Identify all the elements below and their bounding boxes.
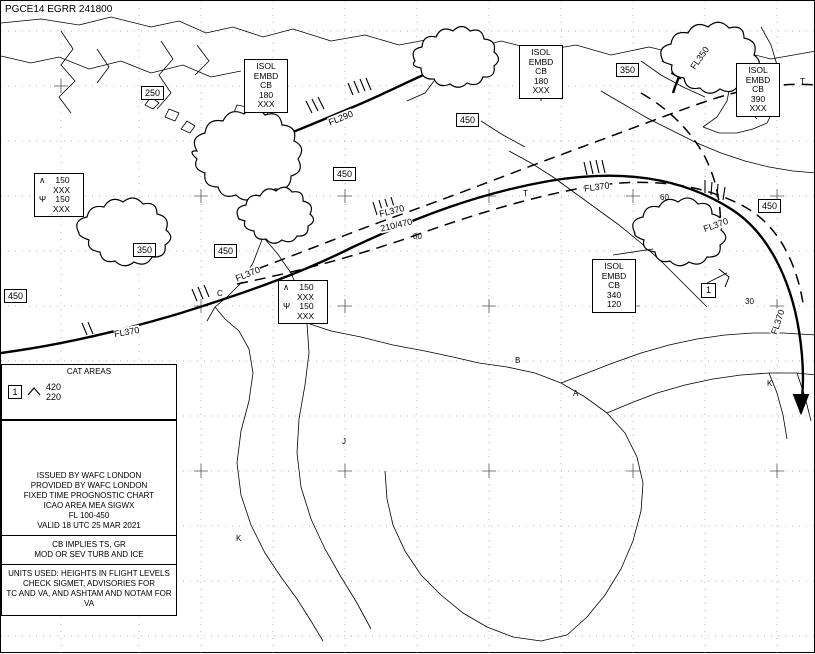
info-line: PROVIDED BY WAFC LONDON (30, 481, 148, 490)
icing-icon: Ψ (283, 301, 291, 311)
info-line: TC AND VA, AND ASHTAM AND NOTAM FOR VA (6, 589, 172, 608)
chart-id-label: PGCE14 EGRR 241800 (5, 4, 113, 15)
info-line: FL 100-450 (68, 511, 110, 520)
flight-level-box-450-e: 450 (4, 289, 27, 303)
cb-cloud-aegean (192, 109, 302, 200)
cb-line: CB (752, 84, 764, 94)
cat-areas-panel (1, 364, 177, 420)
flight-level-box-350-b: 350 (133, 243, 156, 257)
info-line: MOD OR SEV TURB AND ICE (34, 550, 144, 559)
cb-line: 180 (258, 89, 274, 100)
map-letter-b-arabia: B (515, 356, 521, 365)
turb-line: 150 (55, 175, 70, 185)
cat-area-marker-1: 1 (701, 283, 716, 298)
cb-line: XXX (749, 103, 767, 113)
info-line: CB IMPLIES TS, GR (52, 540, 126, 549)
jet-label-fl370-a: FL370 (378, 203, 406, 219)
info-line: ISSUED BY WAFC LONDON (36, 471, 142, 480)
map-letter-k-gulf: K (767, 379, 773, 388)
info-line: ICAO AREA MEA SIGWX (43, 501, 135, 510)
jet-label-210-470: 210/470 (379, 216, 414, 234)
info-line: UNITS USED: HEIGHTS IN FLIGHT LEVELS (8, 569, 170, 578)
turbulence-box-sinai (278, 280, 328, 324)
cb-area-box-caspian (736, 63, 780, 117)
cat-bottom-level: 220 (46, 392, 62, 402)
cb-line: XXX (257, 99, 275, 109)
turb-line: XXX (297, 291, 315, 302)
cb-line: CB (260, 80, 272, 90)
jet-label-fl370-c: FL370 (702, 215, 730, 235)
flight-level-box-250: 250 (141, 86, 164, 100)
turb-line: XXX (297, 310, 315, 321)
jet-label-fl350: FL350 (688, 44, 712, 72)
flight-level-box-450-a: 450 (456, 113, 479, 127)
chart-info-panel (1, 420, 177, 616)
jet-label-fl370-d: FL370 (113, 324, 141, 340)
flight-level-box-450-c: 450 (758, 199, 781, 213)
turbulence-icon (26, 384, 42, 400)
cb-cloud-libya (77, 198, 171, 266)
cb-line: 340 (606, 289, 622, 300)
cb-line: ISOL (256, 61, 276, 71)
map-letter-a-oman: A (573, 389, 579, 398)
cb-cloud-areas (77, 22, 759, 266)
units-block (2, 564, 176, 613)
flight-level-box-450-d: 450 (214, 244, 237, 258)
cb-line: ISOL (604, 261, 624, 271)
cb-implies-block (2, 535, 176, 564)
turb-line: XXX (53, 203, 71, 214)
map-letter-c-sinai: C (217, 289, 223, 298)
cb-line: 180 (533, 75, 549, 86)
cb-area-box-iran (592, 259, 636, 313)
cat-top-level: 420 (46, 382, 62, 392)
speed-annotation-30: 30 (745, 297, 754, 306)
map-letter-j-nile: J (342, 437, 346, 446)
cb-area-box-cyprus (244, 59, 288, 113)
turb-line: XXX (53, 184, 71, 195)
info-line: VALID 18 UTC 25 MAR 2021 (37, 521, 141, 530)
flight-level-box-350-a: 350 (616, 63, 639, 77)
cb-line: ISOL (531, 47, 551, 57)
cb-line: 390 (750, 93, 766, 104)
cb-cloud-turkey (413, 27, 498, 88)
cb-line: EMBD (601, 270, 627, 281)
jet-label-fl370-b: FL370 (583, 180, 611, 194)
cb-line: EMBD (528, 56, 554, 67)
map-letter-t-turkey: T (523, 189, 528, 198)
cb-line: ISOL (748, 65, 768, 75)
turbulence-icon: ∧ (283, 282, 290, 292)
info-line: CHECK SIGMET, ADVISORIES FOR (22, 579, 156, 588)
jet-label-fl290: FL290 (327, 108, 355, 128)
cb-line: EMBD (253, 70, 279, 81)
speed-annotation-60: 60 (660, 193, 669, 202)
cat-area-number: 1 (8, 385, 22, 399)
turbulence-box-west (34, 173, 84, 217)
turbulence-icon: ∧ (39, 175, 46, 185)
issued-block (2, 421, 176, 535)
map-letter-t-east: T (800, 77, 805, 86)
cb-line: XXX (532, 85, 550, 95)
icing-icon: Ψ (39, 194, 47, 204)
turb-line: 150 (299, 301, 314, 311)
cb-line: CB (608, 280, 620, 290)
turb-line: 150 (55, 194, 70, 204)
info-line: FIXED TIME PROGNOSTIC CHART (23, 491, 155, 500)
jet-label-fl370-e: FL370 (234, 264, 262, 284)
cat-leader (707, 273, 727, 283)
cat-areas-title: CAT AREAS (66, 367, 112, 376)
cb-cloud-iran (633, 198, 726, 266)
jet-label-fl370-f: FL370 (769, 308, 787, 336)
speed-annotation-80: 80 (413, 232, 422, 241)
turb-line: 150 (299, 282, 314, 292)
cb-line: EMBD (745, 74, 771, 85)
map-letter-k-red: K (236, 534, 242, 543)
cb-line: 120 (606, 299, 622, 309)
flight-level-box-450-b: 450 (333, 167, 356, 181)
cb-line: CB (535, 66, 547, 76)
cb-area-box-turkey (519, 45, 563, 99)
